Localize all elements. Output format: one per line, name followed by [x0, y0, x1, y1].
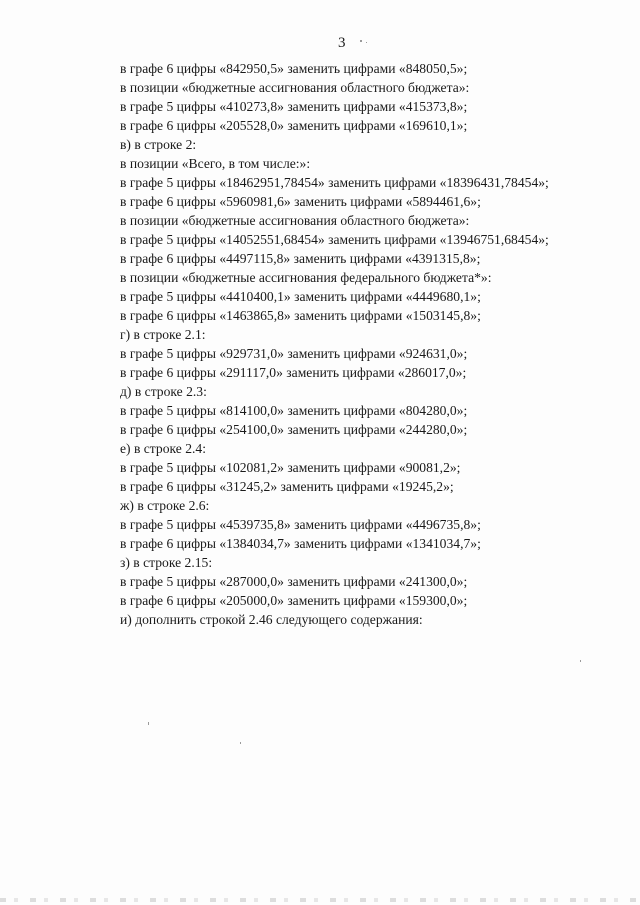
text-line: в позиции «Всего, в том числе:»:: [120, 156, 311, 171]
text-line: в графе 6 цифры «291117,0» заменить цифрами «286017,0»;: [120, 365, 467, 380]
scan-speck: [240, 742, 241, 744]
text-line: в графе 5 цифры «102081,2» заменить цифрами «90081,2»;: [120, 460, 461, 475]
text-line: в графе 5 цифры «410273,8» заменить цифрами «415373,8»;: [120, 99, 468, 114]
text-line: в графе 5 цифры «14052551,68454» заменить цифрами «13946751,68454»;: [120, 232, 549, 247]
text-line: в графе 5 цифры «4539735,8» заменить цифрами «4496735,8»;: [120, 517, 481, 532]
text-line: в позиции «бюджетные ассигнования федерального бюджета*»:: [120, 270, 492, 285]
scan-edge-noise: [0, 898, 640, 902]
text-line: в графе 6 цифры «205000,0» заменить цифрами «159300,0»;: [120, 593, 468, 608]
text-line: в графе 6 цифры «4497115,8» заменить цифрами «4391315,8»;: [120, 251, 481, 266]
text-line: е) в строке 2.4:: [120, 441, 206, 456]
text-line: д) в строке 2.3:: [120, 384, 207, 399]
text-line: з) в строке 2.15:: [120, 555, 213, 570]
text-line: в графе 5 цифры «929731,0» заменить цифрами «924631,0»;: [120, 346, 468, 361]
text-line: в графе 6 цифры «1384034,7» заменить цифрами «1341034,7»;: [120, 536, 481, 551]
text-line: и) дополнить строкой 2.46 следующего содержания:: [120, 612, 423, 627]
text-line: в графе 6 цифры «254100,0» заменить цифрами «244280,0»;: [120, 422, 468, 437]
text-line: в графе 6 цифры «842950,5» заменить цифрами «848050,5»;: [120, 61, 468, 76]
text-line: г) в строке 2.1:: [120, 327, 206, 342]
text-line: в графе 6 цифры «31245,2» заменить цифрами «19245,2»;: [120, 479, 454, 494]
text-line: в графе 5 цифры «18462951,78454» заменить цифрами «18396431,78454»;: [120, 175, 549, 190]
text-line: в графе 6 цифры «1463865,8» заменить цифрами «1503145,8»;: [120, 308, 481, 323]
text-line: в) в строке 2:: [120, 137, 197, 152]
scan-speck: [580, 660, 581, 662]
text-line: в графе 6 цифры «205528,0» заменить цифрами «169610,1»;: [120, 118, 468, 133]
text-line: в позиции «бюджетные ассигнования областного бюджета»:: [120, 80, 470, 95]
page-number: 3: [338, 35, 346, 51]
text-line: в графе 5 цифры «287000,0» заменить цифрами «241300,0»;: [120, 574, 468, 589]
scan-speck: [366, 42, 367, 43]
text-line: в графе 5 цифры «814100,0» заменить цифрами «804280,0»;: [120, 403, 468, 418]
text-line: в позиции «бюджетные ассигнования областного бюджета»:: [120, 213, 470, 228]
scan-speck: [360, 40, 362, 42]
text-line: в графе 6 цифры «5960981,6» заменить цифрами «5894461,6»;: [120, 194, 481, 209]
amendment-text: [120, 59, 620, 629]
text-line: ж) в строке 2.6:: [120, 498, 210, 513]
text-line: в графе 5 цифры «4410400,1» заменить цифрами «4449680,1»;: [120, 289, 481, 304]
scan-speck: [148, 722, 149, 725]
